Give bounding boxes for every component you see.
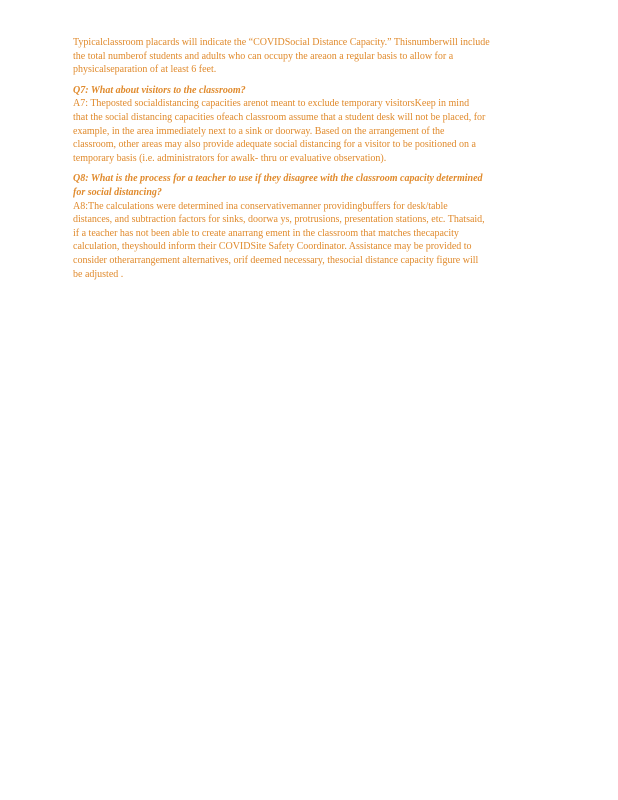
- q8-question: [73, 172, 553, 199]
- q7-question-line: Q7: What about visitors to the classroom?: [73, 84, 246, 96]
- intro-line: the total numberof students and adults who can occupy the areaon a regular basis to allow for a: [73, 50, 454, 62]
- q8-answer-line: be adjusted .: [73, 268, 124, 280]
- q8-answer: [73, 200, 553, 282]
- q7-question: [73, 84, 553, 98]
- q7-answer-line: temporary basis (i.e. administrators for awalk- thru or evaluative observation).: [73, 152, 387, 164]
- document-page: [73, 36, 553, 281]
- q7-answer: [73, 97, 553, 165]
- q8-answer-line: distances, and subtraction factors for sinks, doorwa ys, protrusions, presentation stations, etc. Thatsaid,: [73, 214, 485, 226]
- q8-answer-line: calculation, theyshould inform their COVIDSite Safety Coordinator. Assistance may be provided to: [73, 241, 472, 253]
- q8-answer-line: if a teacher has not been able to create anarrang ement in the classroom that matches thecapacity: [73, 227, 459, 239]
- intro-line: physicalseparation of at least 6 feet.: [73, 64, 217, 76]
- q7-answer-line: A7: Theposted socialdistancing capacities arenot meant to exclude temporary visitorsKeep in mind: [73, 98, 470, 110]
- q8-answer-line: consider otherarrangement alternatives, orif deemed necessary, thesocial distance capacity figure will: [73, 254, 479, 266]
- q8-answer-line: A8:The calculations were determined ina conservativemanner providingbuffers for desk/table: [73, 200, 448, 212]
- intro-paragraph: [73, 36, 553, 77]
- q7-answer-line: example, in the area immediately next to a sink or doorway. Based on the arrangement of the: [73, 125, 445, 137]
- q8-question-line: for social distancing?: [73, 186, 162, 198]
- q8-question-line: Q8: What is the process for a teacher to use if they disagree with the classroom capacity determined: [73, 173, 483, 185]
- intro-line: Typicalclassroom placards will indicate the “COVIDSocial Distance Capacity.” Thisnumberwill include: [73, 37, 490, 48]
- q7-answer-line: classroom, other areas may also provide adequate social distancing for a visitor to be positioned on a: [73, 139, 476, 151]
- q7-answer-line: that the social distancing capacities ofeach classroom assume that a student desk will not be placed, for: [73, 111, 486, 123]
